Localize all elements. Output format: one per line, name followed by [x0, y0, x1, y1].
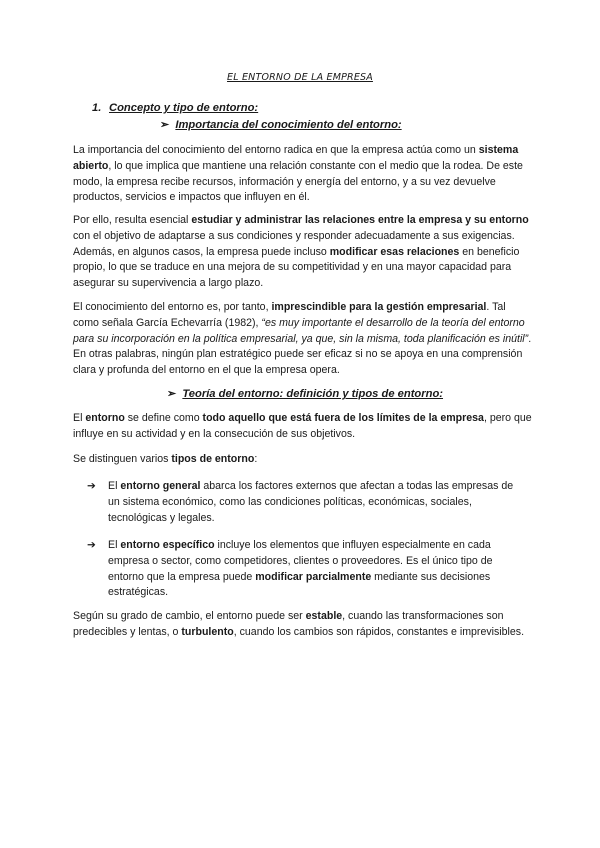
subheading-text: Importancia del conocimiento del entorno:	[175, 119, 402, 131]
bold-run: entorno general	[120, 480, 201, 492]
document-title: EL ENTORNO DE LA EMPRESA	[227, 72, 373, 83]
arrowhead-icon: ➢	[160, 119, 170, 131]
list-item-text	[108, 538, 527, 601]
text-run: Por ello, resulta esencial	[73, 214, 192, 226]
subheading-text: Teoría del entorno: definición y tipos de entorno:	[182, 388, 444, 400]
list-item-specific	[87, 538, 527, 601]
bold-run: modificar esas relaciones	[329, 245, 460, 258]
section-number: 1.	[92, 102, 102, 114]
text-run: Se distinguen varios	[73, 453, 172, 465]
text-run: El	[108, 539, 121, 551]
bold-run: modificar parcialmente	[255, 570, 372, 583]
paragraph-management	[73, 300, 533, 379]
text-run: se define como	[124, 412, 203, 424]
paragraph-definition	[73, 411, 533, 443]
list-item-general	[87, 479, 527, 526]
text-run: El	[73, 412, 86, 424]
text-run: abarca los factores externos que afectan a todas las empresas de un sistema económico, como las condiciones políticas, económicas, sociales, tecnológicas y legales.	[108, 480, 514, 524]
bold-run: estudiar y administrar las relaciones entre la empresa y su entorno	[191, 214, 529, 226]
paragraph-relations	[73, 213, 533, 292]
bold-run: estable	[305, 610, 343, 622]
quote-run: “es muy importante el desarrollo de la teoría del entorno para su incorporación en la política empresarial, ya que, sin la misma, toda planificación es inútil”	[73, 316, 529, 345]
text-run: . En otras palabras, ningún plan estratégico puede ser eficaz si no se apoya en una comprensión clara y profunda del entorno en el que la empresa opera.	[73, 332, 532, 377]
paragraph-types-intro	[73, 452, 533, 468]
text-run: , lo que implica que mantiene una relación constante con el medio que la rodea. De este modo, la empresa recibe recursos, información y energía del entorno, y a su vez devuelve productos, servicios e impactos que influyen en él.	[73, 159, 523, 204]
arrow-right-icon: ➔	[87, 539, 96, 551]
bold-run: entorno específico	[120, 539, 215, 551]
section-heading-text: Concepto y tipo de entorno:	[109, 102, 259, 114]
text-run: Según su grado de cambio, el entorno puede ser	[73, 610, 306, 622]
paragraph-open-system	[73, 143, 533, 206]
paragraph-change-degree	[73, 609, 533, 641]
text-run: . Tal como señala García Echevarría (1982),	[73, 301, 506, 329]
arrowhead-icon: ➢	[167, 388, 177, 400]
text-run: El conocimiento del entorno es, por tanto,	[73, 301, 272, 313]
text-run: incluye los elementos que influyen especialmente en cada empresa o sector, como competidores, clientes o proveedores. Es el único tipo de entorno que la empresa puede	[108, 539, 493, 583]
text-run: en beneficio propio, lo que se traduce en una mejora de su competitividad y en una mayor capacidad para asegurar su supervivencia a largo plazo.	[73, 245, 520, 290]
bold-run: tipos de entorno	[171, 453, 255, 465]
list-item-text	[108, 479, 527, 526]
subheading-theory	[167, 387, 443, 400]
text-run: , cuando los cambios son rápidos, constantes e imprevisibles.	[233, 625, 525, 638]
text-run: con el objetivo de adaptarse a sus condiciones y responder adecuadamente a sus exigencias. Además, en algunos casos, la empresa puede incluso	[73, 229, 515, 258]
text-run: , pero que influye en su actividad y en la consecución de sus objetivos.	[73, 412, 532, 440]
subheading-importance	[160, 118, 402, 131]
section-heading	[92, 102, 258, 114]
bold-run: turbulento	[181, 625, 234, 638]
bold-run: imprescindible para la gestión empresarial	[271, 301, 487, 313]
text-run: :	[254, 453, 258, 465]
text-run: La importancia del conocimiento del entorno radica en que la empresa actúa como un	[73, 144, 479, 156]
arrow-right-icon: ➔	[87, 480, 96, 492]
bold-run: todo aquello que está fuera de los límites de la empresa	[202, 412, 484, 424]
text-run: El	[108, 480, 121, 492]
text-run: mediante sus decisiones estratégicas.	[108, 570, 491, 599]
bold-run: entorno	[85, 412, 125, 424]
text-run: , cuando las transformaciones son predecibles y lentas, o	[73, 610, 504, 638]
bold-run: sistema abierto	[73, 144, 519, 172]
